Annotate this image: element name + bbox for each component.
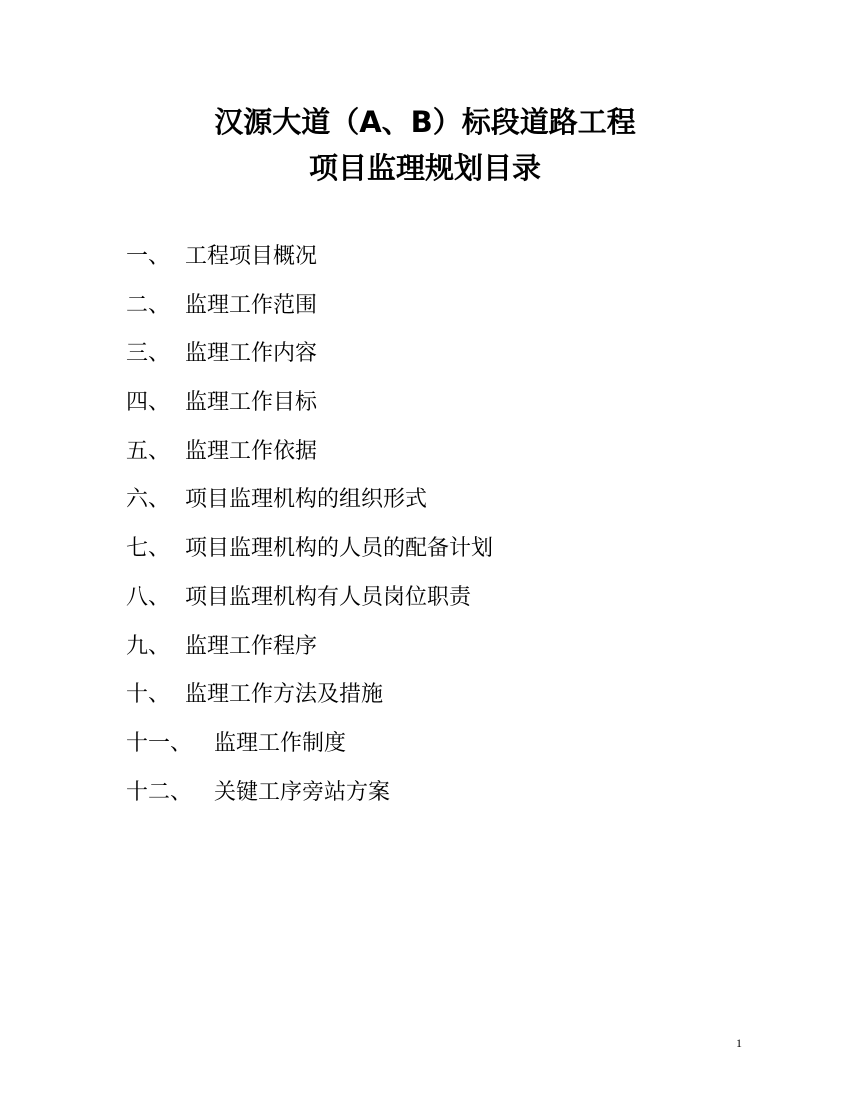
toc-item-1: [126, 236, 493, 285]
toc-item-6: [126, 479, 493, 528]
table-of-contents: [126, 236, 493, 820]
toc-number: 三、: [126, 341, 171, 367]
toc-text: 监理工作依据: [185, 438, 318, 464]
toc-item-11: [126, 723, 493, 772]
toc-number: 十、: [126, 682, 171, 708]
toc-number: 十一、: [126, 730, 193, 756]
toc-number: 一、: [126, 244, 171, 269]
toc-item-5: [126, 431, 493, 480]
toc-text: 项目监理机构的人员的配备计划: [185, 536, 494, 562]
toc-text: 监理工作目标: [185, 390, 318, 416]
toc-item-12: [126, 772, 493, 821]
page-number: 1: [736, 1036, 742, 1050]
toc-number: 二、: [126, 292, 171, 318]
toc-item-10: [126, 674, 493, 723]
toc-text: 工程项目概况: [185, 244, 318, 269]
toc-item-7: [126, 528, 493, 577]
toc-text: 项目监理机构有人员岗位职责: [185, 584, 472, 610]
toc-text: 关键工序旁站方案: [214, 779, 391, 805]
toc-number: 六、: [126, 487, 171, 513]
toc-number: 十二、: [126, 779, 193, 805]
toc-text: 监理工作程序: [185, 633, 318, 659]
toc-item-3: [126, 333, 493, 382]
toc-text: 监理工作内容: [185, 341, 318, 367]
toc-number: 八、: [126, 584, 171, 610]
toc-text: 监理工作制度: [214, 730, 347, 756]
toc-item-4: [126, 382, 493, 431]
toc-item-9: [126, 626, 493, 675]
toc-text: 项目监理机构的组织形式: [185, 487, 428, 513]
toc-text: 监理工作方法及措施: [185, 682, 384, 708]
title-line-2: 项目监理规划目录: [308, 151, 541, 185]
toc-number: 七、: [126, 536, 171, 562]
toc-text: 监理工作范围: [185, 292, 318, 318]
toc-number: 五、: [126, 438, 171, 464]
toc-item-8: [126, 577, 493, 626]
title-line-1: 汉源大道（A、B）标段道路工程: [214, 105, 636, 139]
toc-item-2: [126, 285, 493, 334]
document-title: [0, 99, 850, 191]
toc-number: 九、: [126, 633, 171, 659]
toc-number: 四、: [126, 390, 171, 416]
